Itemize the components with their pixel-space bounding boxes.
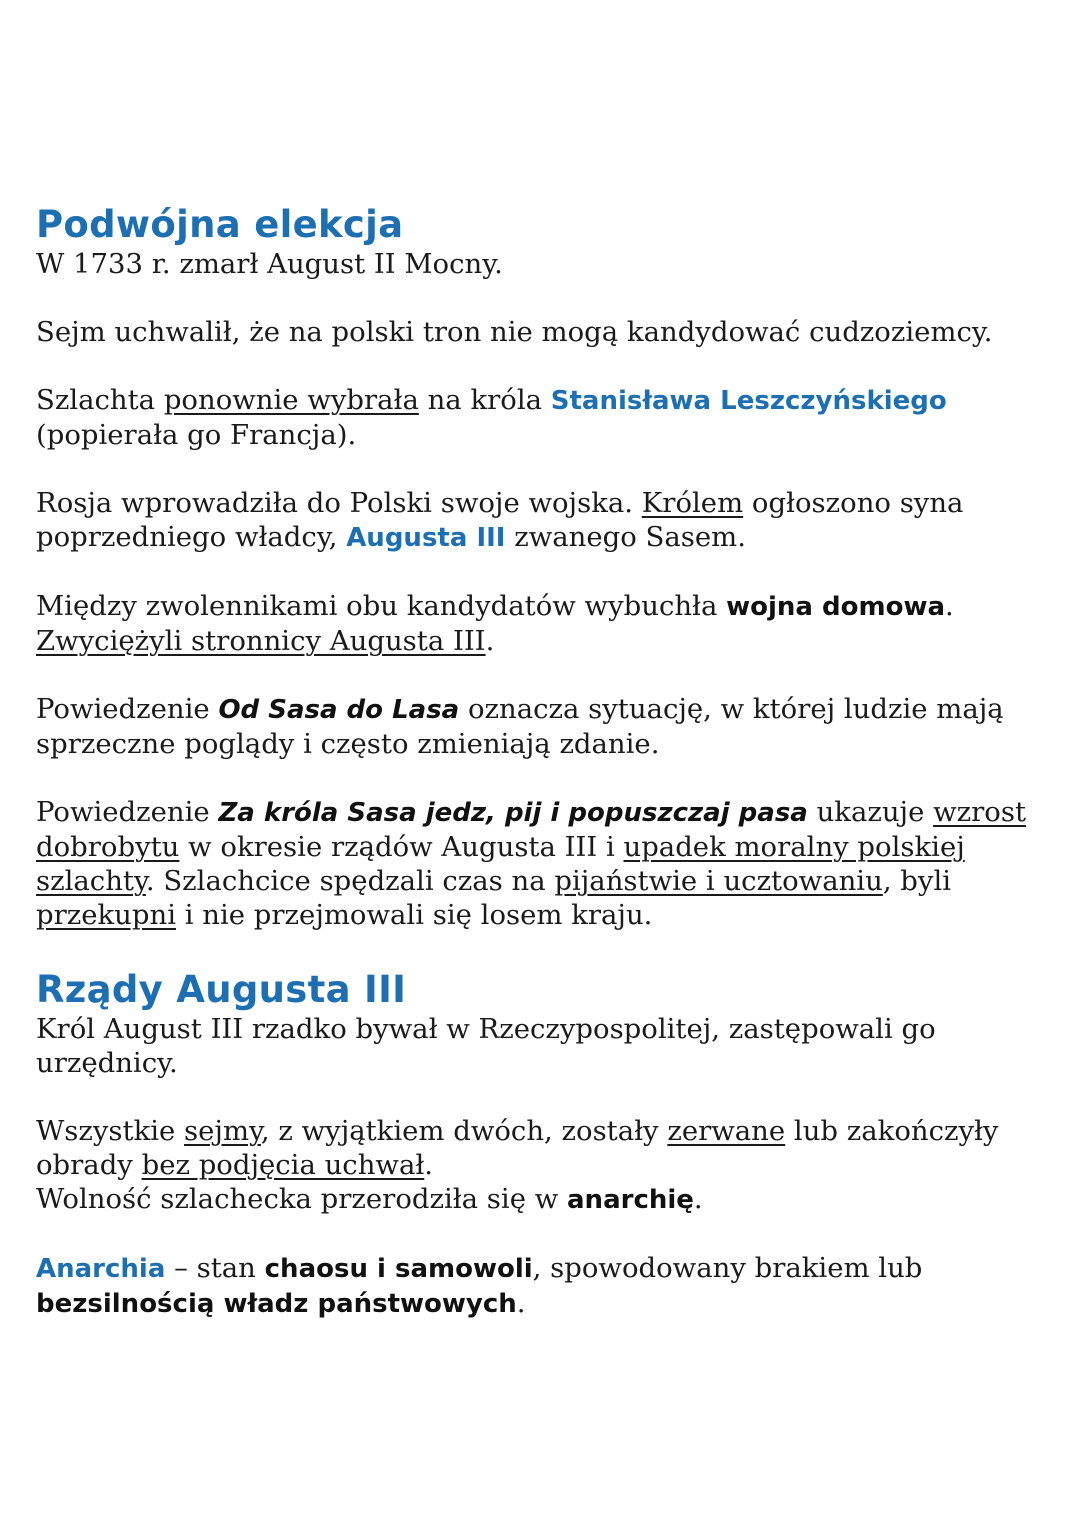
underline-pijanstwo: pijaństwie i ucztowaniu	[554, 865, 883, 897]
paragraph-sejm: Sejm uchwalił, że na polski tron nie mogą kandydować cudzoziemcy.	[36, 316, 993, 348]
underline-przekupni: przekupni	[36, 899, 176, 931]
section-title-podwojna-elekcja: Podwójna elekcja	[36, 203, 404, 246]
underline-dobrobyt: wzrost dobrobytu	[36, 796, 1027, 863]
saying-za-krola-sasa: Za króla Sasa jedz, pij i popuszczaj pasa	[218, 798, 808, 828]
bold-bezsilnosc: bezsilnością władz państwowych	[36, 1289, 517, 1319]
bold-wojna-domowa: wojna domowa	[726, 592, 946, 622]
paragraph-1733: W 1733 r. zmarł August II Mocny.	[36, 248, 503, 280]
bold-chaos: chaosu i samowoli	[264, 1254, 533, 1284]
bold-anarchie: anarchię	[567, 1185, 694, 1215]
document-page	[36, 203, 1046, 1321]
paragraph-anarchia-definition: Anarchia – stan chaosu i samowoli, spowodowany brakiem lub bezsilnością władz państwowych.	[36, 1252, 923, 1319]
paragraph-od-sasa: Powiedzenie Od Sasa do Lasa oznacza sytuację, w której ludzie mają sprzeczne poglądy i często zmieniają zdanie.	[36, 693, 1004, 760]
paragraph-za-krola-sasa: Powiedzenie Za króla Sasa jedz, pij i popuszczaj pasa ukazuje wzrost dobrobytu w okresie rządów Augusta III i upadek moralny polskiej szlachty. Szlachcice spędzali czas na pijaństwie i ucztowaniu, byli przekupni i nie przejmowali się losem kraju.	[36, 796, 1027, 931]
underline-sejmy: sejmy	[184, 1115, 261, 1147]
underline-upadek: upadek moralny polskiej szlachty	[36, 831, 965, 897]
paragraph-krol-august: Król August III rzadko bywał w Rzeczypospolitej, zastępowali go urzędnicy.	[36, 1013, 936, 1079]
paragraph-wojna-domowa: Między zwolennikami obu kandydatów wybuchła wojna domowa. Zwyciężyli stronnicy Augusta III.	[36, 590, 954, 657]
underline-krolem: Królem	[641, 487, 744, 519]
saying-od-sasa: Od Sasa do Lasa	[218, 695, 460, 725]
paragraph-rosja: Rosja wprowadziła do Polski swoje wojska. Królem ogłoszono syna poprzedniego władcy, Augusta III zwanego Sasem.	[36, 487, 964, 553]
underline-zerwane: zerwane	[667, 1115, 786, 1147]
underline-ponownie-wybrala: ponownie wybrała	[163, 384, 419, 416]
section-title-rzady-augusta: Rządy Augusta III	[36, 968, 407, 1011]
paragraph-szlachta: Szlachta ponownie wybrała na króla Stanisława Leszczyńskiego (popierała go Francja).	[36, 384, 947, 451]
name-leszczynski: Stanisława Leszczyńskiego	[550, 386, 947, 416]
underline-zwyciezyli: Zwyciężyli stronnicy Augusta III	[36, 625, 486, 657]
term-anarchia: Anarchia	[36, 1254, 166, 1284]
paragraph-sejmy: Wszystkie sejmy, z wyjątkiem dwóch, zostały zerwane lub zakończyły obrady bez podjęcia uchwał. Wolność szlachecka przerodziła się w anarchię.	[36, 1115, 999, 1215]
underline-bez-uchwal: bez podjęcia uchwał	[141, 1149, 425, 1181]
name-august-iii: Augusta III	[346, 523, 506, 553]
